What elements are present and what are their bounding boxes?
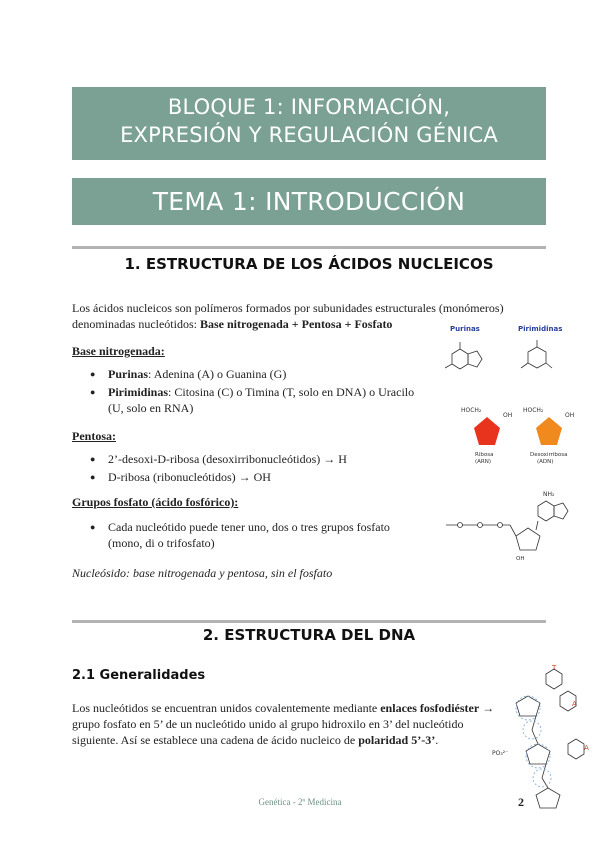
dna-fig-a2: A [584, 744, 589, 752]
section1-title: 1. ESTRUCTURA DE LOS ÁCIDOS NUCLEICOS [124, 255, 494, 273]
fosfato-text1: Cada nucleótido puede tener uno, dos o tres grupos fosfato [108, 520, 390, 534]
ribosa-label-2: (ARN) [475, 459, 491, 465]
page-footer: Genética - 2º Medicina [258, 797, 342, 807]
section2-p1 [72, 700, 494, 716]
pentoses-figure [455, 403, 590, 473]
intro-plain: denominadas nucleótidos: [72, 317, 200, 331]
fosfato-heading: Grupos fosfato (ácido fosfórico): [72, 495, 239, 509]
base-heading: Base nitrogenada: [72, 344, 165, 358]
p3-bold: polaridad 5’-3’ [358, 733, 436, 747]
desoxi-oh-top: OH [565, 412, 575, 419]
pyrimidine-ring-icon [521, 340, 552, 368]
purinas-text: : Adenina (A) o Guanina (G) [148, 367, 287, 381]
p1-bold: enlaces fosfodiéster [380, 701, 480, 715]
list-item: ● 2’-desoxi-D-ribosa (desoxirribonucleótidos) → H [90, 451, 430, 467]
section2-subtitle: 2.1 Generalidades [72, 668, 206, 683]
ribose-pentagon-icon [474, 417, 500, 445]
dna-fig-a1: A [572, 700, 577, 708]
adenine-nh2: NH₂ [543, 491, 555, 498]
p3-end: . [435, 733, 439, 747]
page-number: 2 [518, 795, 524, 809]
purine-ring-icon [445, 342, 482, 369]
desoxi-label: Desoxirribosa [530, 452, 568, 458]
dna-highlight-circles [516, 696, 551, 787]
section2-top-rule [72, 620, 546, 623]
desoxi-hoch2: HOCH₂ [523, 407, 544, 414]
sugar-ring-icon [516, 528, 540, 550]
section1-top-rule [72, 246, 546, 249]
pirimidinas-text: : Citosina (C) o Timina (T, solo en DNA) o Uracilo [168, 385, 415, 399]
intro-bold-formula: Base nitrogenada + Pentosa + Fosfato [199, 317, 393, 331]
section2-title: 2. ESTRUCTURA DEL DNA [202, 626, 416, 644]
section1-intro-line1: Los ácidos nucleicos son polímeros formados por subunidades estructurales (monómeros) [72, 301, 504, 315]
list-item [90, 384, 430, 416]
nucleosido-note: Nucleósido: base nitrogenada y pentosa, sin el fosfato [72, 566, 333, 580]
ribosa-label: Ribosa [475, 452, 494, 458]
dna-backbone-icon [516, 669, 584, 808]
bases-figure [430, 320, 580, 390]
p3-plain: siguiente. Así se establece una cadena de ácido nucleico de [72, 733, 359, 747]
p1-arrow: → [479, 701, 495, 715]
desoxi-label-2: (ADN) [537, 459, 554, 465]
fosfato-text2: (mono, di o trifosfato) [108, 536, 215, 550]
list-item [90, 519, 430, 551]
dna-fig-t: T [552, 664, 557, 672]
list-item [90, 366, 430, 382]
pentosa-list [90, 451, 430, 487]
dna-fig-po: PO₃²⁻ [492, 750, 509, 757]
triphosphate-figure [440, 488, 580, 568]
pirimidinas-text2: (U, solo en RNA) [108, 401, 194, 415]
fosfato-list [90, 519, 430, 553]
bloque-title-line1: BLOQUE 1: INFORMACIÓN, [167, 95, 451, 119]
list-item: ● D-ribosa (ribonucleótidos) → OH [90, 469, 430, 485]
phosphate-chain-icon [446, 523, 510, 528]
base-list [90, 366, 430, 418]
purinas-fig-label: Purinas [450, 325, 480, 333]
bloque-banner [72, 87, 546, 160]
section2-p2: grupo fosfato en 5’ de un nucleótido unido al grupo hidroxilo en 3’ del nucleótido [72, 717, 464, 731]
ribosa-hoch2: HOCH₂ [461, 407, 482, 414]
purinas-label: Purinas [108, 367, 149, 381]
tema-title: TEMA 1: INTRODUCCIÓN [152, 187, 466, 216]
tema-banner [72, 178, 546, 225]
pirimidinas-label: Pirimidinas [108, 385, 169, 399]
p1-plain: Los nucleótidos se encuentran unidos covalentemente mediante [72, 701, 381, 715]
deoxyribose-pentagon-icon [536, 417, 562, 445]
pirimidinas-fig-label: Pirimidinas [518, 325, 563, 333]
ribosa-oh-top: OH [503, 412, 513, 419]
bloque-title-line2: EXPRESIÓN Y REGULACIÓN GÉNICA [120, 123, 498, 147]
section2-p3 [72, 732, 438, 748]
atp-oh: OH [516, 556, 525, 562]
section1-intro-line2 [72, 316, 392, 332]
adenine-ring-icon [538, 501, 568, 521]
pentosa-heading: Pentosa: [72, 429, 116, 443]
